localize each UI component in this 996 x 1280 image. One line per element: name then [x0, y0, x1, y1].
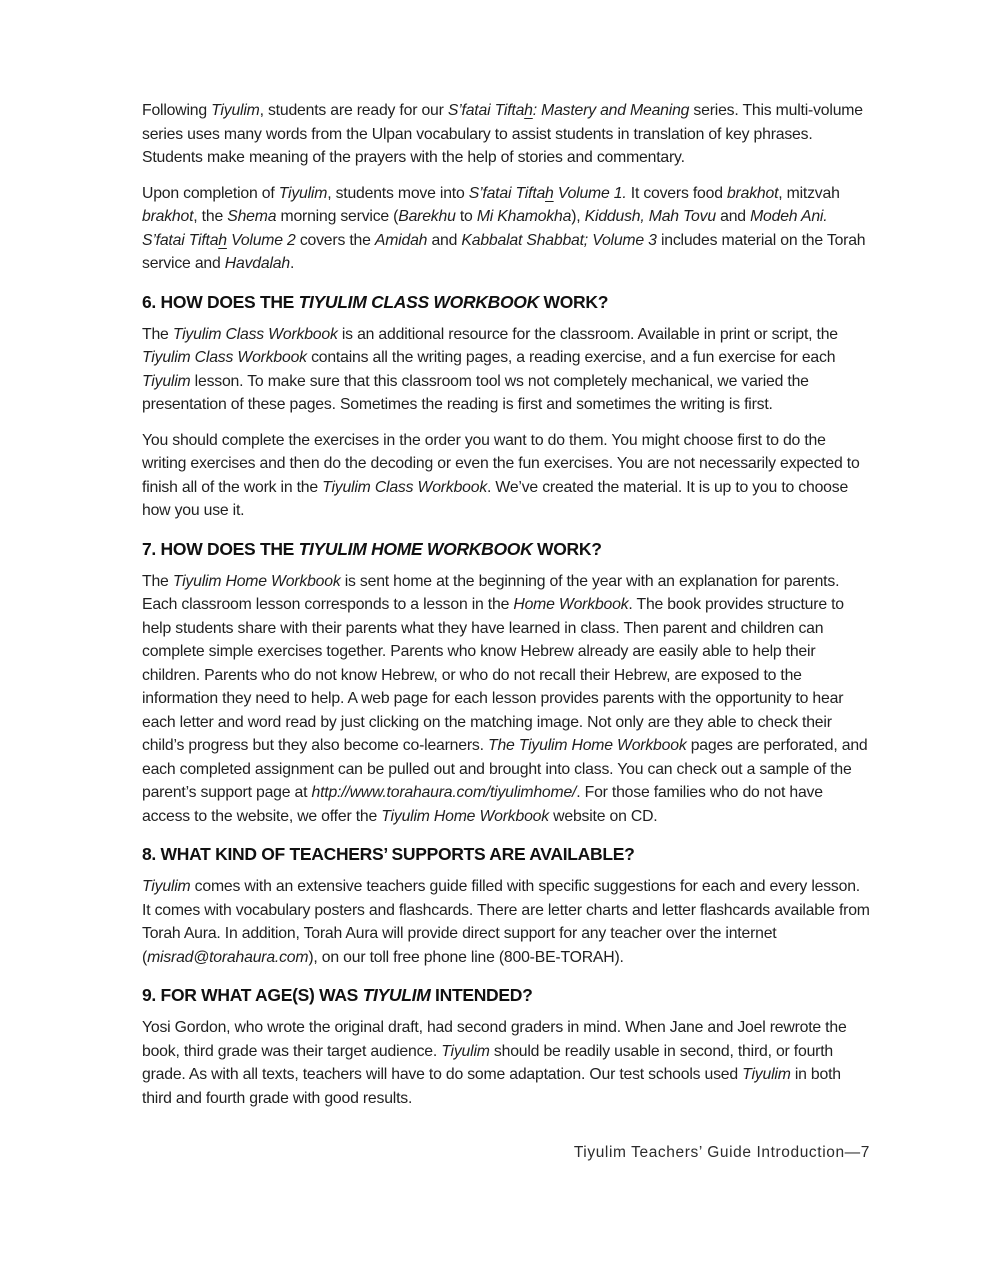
text-run: website on CD.: [548, 807, 658, 825]
text-run: is sent home at the beginning of the year with an explanation for parents. Each classroom lesson corresponds to a lesson in the: [142, 572, 840, 613]
section-paragraph: [142, 875, 870, 969]
text-run: h: [218, 231, 227, 249]
text-run: Following: [142, 102, 212, 119]
text-run: TIYULIM HOME WORKBOOK: [298, 538, 533, 559]
section-heading: [142, 539, 870, 559]
text-run: lesson. To make sure that this classroom tool ws not completely mechanical, we varied the presentation of these pages. Sometimes the reading is first and sometimes the writing is first.: [142, 372, 809, 413]
text-run: Tiyulim Home Workbook: [172, 572, 341, 590]
text-run: h: [524, 102, 533, 119]
text-run: h: [545, 184, 554, 202]
text-run: Kabbalat Shabbat; Volume 3: [461, 231, 657, 249]
text-run: S’fatai Tifta: [142, 231, 219, 249]
text-run: .: [289, 255, 295, 272]
text-run: Tiyulim Home Workbook: [381, 807, 549, 825]
text-run: Volume 2: [226, 231, 296, 249]
text-run: INTENDED?: [430, 985, 533, 1005]
text-run: in both third and fourth grade with good results.: [142, 1066, 841, 1107]
text-run: WORK?: [532, 538, 602, 559]
text-run: Upon completion of: [142, 184, 279, 202]
text-run: Shema: [227, 208, 277, 225]
text-run: Tiyulim: [142, 372, 191, 390]
text-run: brakhot: [142, 208, 194, 225]
text-run: ),: [571, 208, 585, 225]
text-run: 8. WHAT KIND OF TEACHERS’ SUPPORTS ARE AVAILABLE?: [142, 844, 635, 864]
text-run: 7. HOW DOES THE: [142, 538, 299, 559]
footer-text: Tiyulim Teachers’ Guide Introduction—7: [573, 1144, 870, 1161]
faq-section: [142, 844, 870, 969]
text-run: Tiyulim: [441, 1042, 490, 1060]
text-run: , mitzvah: [778, 184, 840, 202]
text-run: TIYULIM CLASS WORKBOOK: [298, 291, 539, 312]
text-run: ), on our toll free phone line (800-BE-TORAH).: [308, 948, 624, 966]
text-run: Yosi Gordon, who wrote the original draft, had second graders in mind. When Jane and Joel rewrote the book, third grade was their target audience.: [142, 1019, 847, 1060]
text-run: TIYULIM: [362, 985, 431, 1005]
text-run: WORK?: [538, 291, 609, 312]
text-run: Tiyulim: [142, 878, 191, 895]
text-run: S’fatai Tifta: [468, 184, 546, 202]
text-run: Tiyulim Class Workbook: [322, 478, 488, 496]
section-paragraph: [142, 570, 870, 829]
text-run: Amidah: [374, 231, 428, 249]
text-run: , the: [193, 208, 228, 225]
text-run: morning service (: [276, 208, 399, 225]
intro-paragraph: [142, 182, 870, 276]
text-run: Tiyulim Class Workbook: [172, 325, 338, 343]
sections: [142, 292, 870, 1111]
text-run: http://www.torahaura.com/tiyulimhome/: [311, 784, 577, 801]
text-run: The Tiyulim Home Workbook: [488, 737, 687, 754]
text-run: Mi Khamokha: [476, 208, 572, 225]
text-run: , students move into: [327, 184, 469, 202]
text-run: and: [715, 208, 751, 225]
section-paragraph: [142, 429, 870, 523]
text-run: pages are perforated, and each completed assignment can be pulled out and brought into class. You can check out a sample of the parent’s support page at: [142, 737, 868, 801]
text-run: . For those families who do not have access to the website, we offer the: [142, 784, 823, 825]
text-run: . The book provides structure to help students share with their parents what they have learned in class. Then parent and children can complete simple exercises together. Parents who know Hebrew already are easily able to help their children. Parents who do not know Hebrew, or who do not recall their Hebrew, are exposed to the information they need to help. A web page for each lesson provides parents with the opportunity to hear each letter and word read by just clicking on the matching image. Not only are they able to check their child’s progress but they also become co-learners.: [142, 596, 844, 754]
text-run: and: [427, 231, 462, 249]
section-heading: [142, 985, 870, 1005]
text-run: : Mastery and Meaning: [532, 102, 690, 119]
section-paragraph: [142, 1016, 870, 1110]
text-run: Tiyulim Class Workbook: [142, 349, 307, 366]
text-run: brakhot: [726, 184, 779, 202]
text-run: Modeh Ani.: [750, 208, 828, 225]
text-run: is an additional resource for the classroom. Available in print or script, the: [337, 325, 838, 343]
text-run: series. This multi-volume series uses many words from the Ulpan vocabulary to assist students in translation of key phrases. Students make meaning of the prayers with the help of stories and commentary.: [142, 102, 863, 166]
text-run: to: [455, 208, 477, 225]
text-run: contains all the writing pages, a reading exercise, and a fun exercise for each: [306, 349, 836, 366]
text-run: Havdalah: [224, 255, 290, 272]
section-paragraph: [142, 323, 870, 417]
faq-section: [142, 292, 870, 523]
text-run: covers the: [295, 231, 375, 249]
text-run: You should complete the exercises in the order you want to do them. You might choose first to do the writing exercises and then do the decoding or even the fun exercises. You are not necessarily expected to finish all of the work in the: [142, 431, 860, 496]
text-run: The: [142, 572, 173, 590]
text-run: Kiddush, Mah Tovu: [584, 208, 716, 225]
text-run: Tiyulim: [742, 1066, 791, 1083]
section-heading: [142, 292, 870, 312]
text-run: Tiyulim: [211, 102, 260, 119]
text-run: 6. HOW DOES THE: [142, 291, 299, 312]
text-run: Home Workbook: [513, 596, 629, 613]
section-heading: [142, 844, 870, 864]
text-run: Volume 1.: [553, 184, 627, 202]
faq-section: [142, 985, 870, 1110]
text-run: S’fatai Tifta: [447, 102, 525, 119]
text-run: The: [142, 325, 173, 343]
faq-section: [142, 539, 870, 829]
text-run: It covers food: [626, 184, 727, 202]
page-footer: [142, 1144, 870, 1162]
text-run: , students are ready for our: [259, 102, 448, 119]
text-run: comes with an extensive teachers guide filled with specific suggestions for each and every lesson. It comes with vocabulary posters and flashcards. There are letter charts and letter flashcards available from Torah Aura. In addition, Torah Aura will provide direct support for any teacher over the internet (: [142, 878, 870, 966]
text-run: includes material on the Torah service and: [142, 231, 866, 272]
intro-paragraph: [142, 99, 870, 170]
text-run: Barekhu: [398, 208, 456, 225]
text-run: Tiyulim: [278, 184, 328, 202]
text-run: . We’ve created the material. It is up to you to choose how you use it.: [142, 478, 849, 519]
text-run: should be readily usable in second, third, or fourth grade. As with all texts, teachers will have to do some adaptation. Our test schools used: [142, 1042, 834, 1083]
text-run: 9. FOR WHAT AGE(S) WAS: [142, 985, 363, 1005]
text-run: misrad@torahaura.com: [147, 948, 309, 966]
